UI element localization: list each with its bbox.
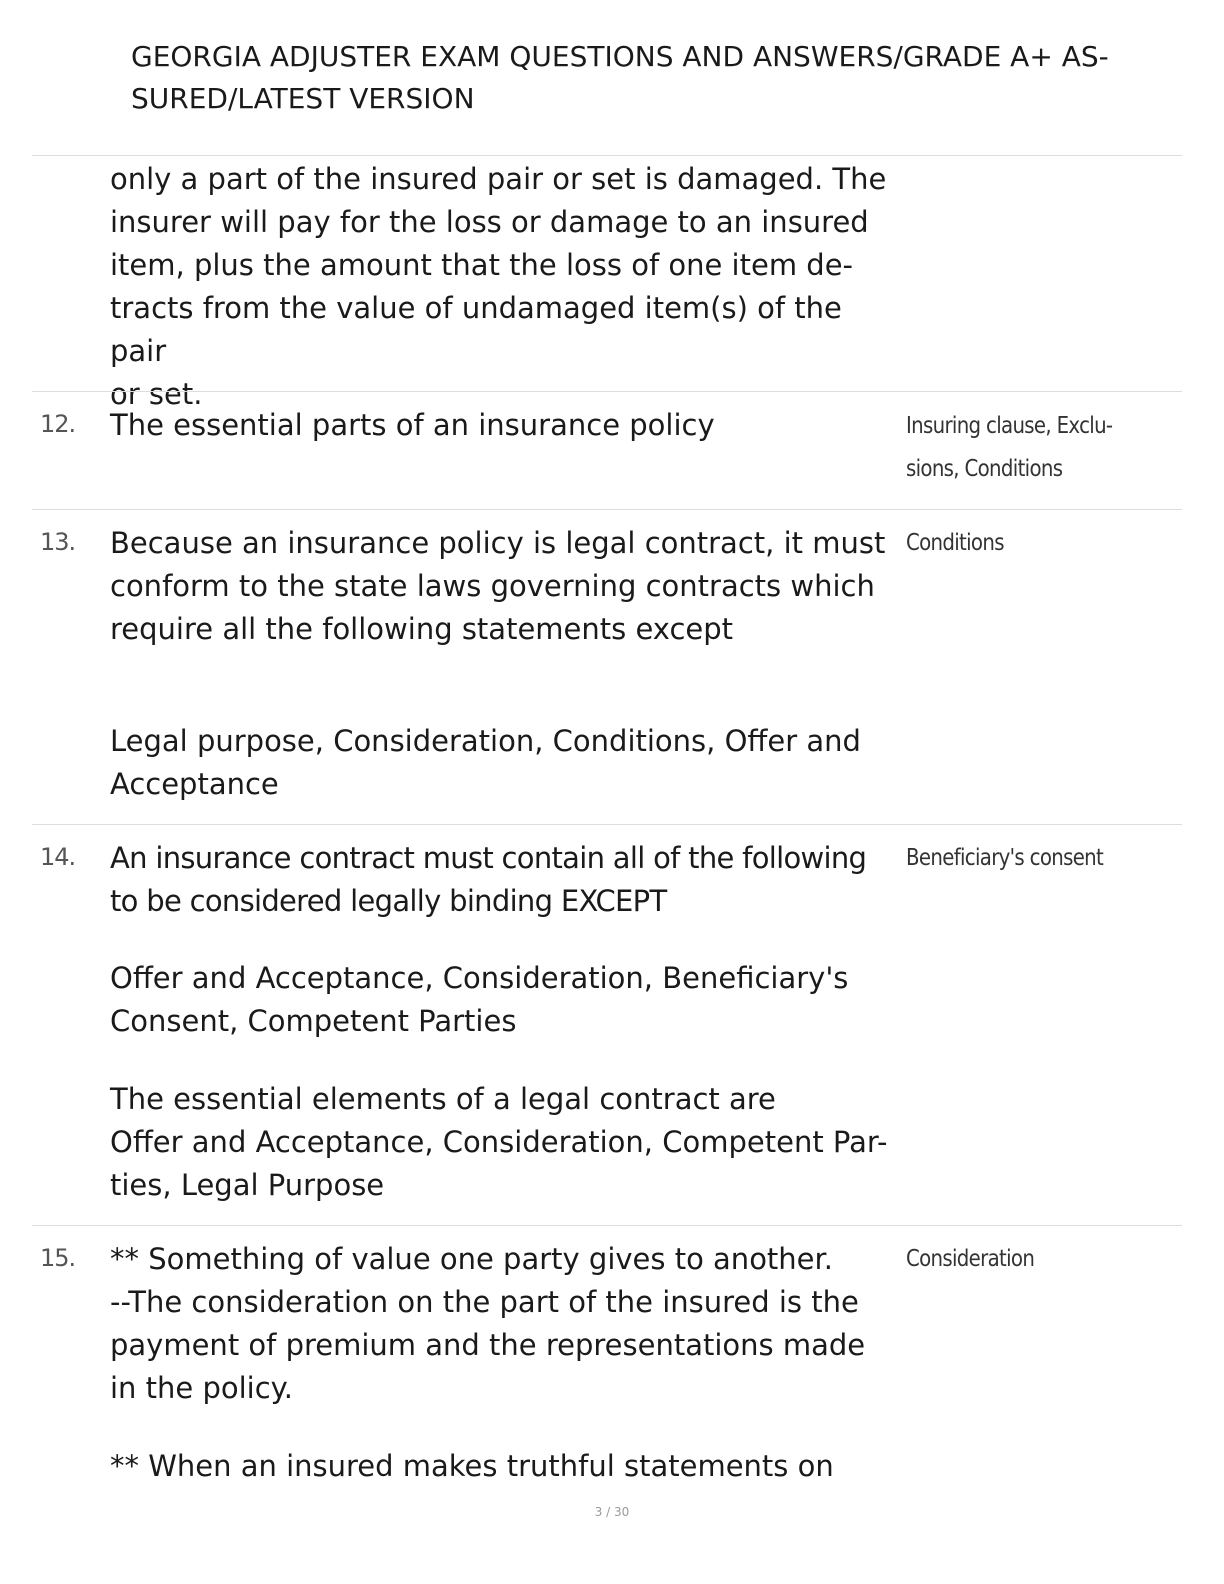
- text-line: require all the following statements except: [110, 612, 734, 646]
- continuation-text: [110, 158, 900, 416]
- text-line: ties, Legal Purpose: [110, 1168, 385, 1202]
- page-number: 3 / 30: [594, 1505, 630, 1519]
- question-number: 15.: [40, 1244, 76, 1272]
- text-line: --The consideration on the part of the insured is the: [110, 1285, 859, 1319]
- text-line: Insuring clause, Exclu-: [906, 413, 1113, 439]
- text-line: Conditions: [906, 530, 1004, 556]
- question-text: [110, 404, 900, 447]
- text-line: The essential elements of a legal contract are: [110, 1082, 776, 1116]
- question-options: [110, 720, 900, 806]
- question-explanation: [110, 1078, 900, 1207]
- text-line: Consideration: [906, 1246, 1035, 1272]
- text-line: Consent, Competent Parties: [110, 1004, 517, 1038]
- divider: [32, 1225, 1182, 1226]
- question-options: [110, 957, 900, 1043]
- text-line: conform to the state laws governing contracts which: [110, 569, 875, 603]
- text-line: ** Something of value one party gives to another.: [110, 1242, 834, 1276]
- answer-text: [906, 1238, 1112, 1281]
- text-line: Beneficiary's consent: [906, 845, 1104, 871]
- divider: [32, 824, 1182, 825]
- text-line: in the policy.: [110, 1371, 293, 1405]
- text-line: only a part of the insured pair or set is damaged. The: [110, 162, 887, 196]
- text-line: insurer will pay for the loss or damage to an insured: [110, 205, 869, 239]
- text-line: Offer and Acceptance, Consideration, Beneficiary's: [110, 961, 849, 995]
- question-text: [110, 1238, 900, 1410]
- text-line: Acceptance: [110, 767, 279, 801]
- text-line: The essential parts of an insurance policy: [110, 408, 715, 442]
- divider: [32, 155, 1182, 156]
- document-title-line-1: GEORGIA ADJUSTER EXAM QUESTIONS AND ANSWERS/GRADE A+ AS-: [131, 40, 1109, 73]
- text-line: Because an insurance policy is legal contract, it must: [110, 526, 886, 560]
- answer-text: [906, 405, 1112, 491]
- document-title-line-2: SURED/LATEST VERSION: [131, 82, 475, 115]
- document-title: [131, 36, 1171, 120]
- divider: [32, 391, 1182, 392]
- question-number: 12.: [40, 410, 76, 438]
- question-text: [110, 837, 900, 923]
- text-line: item, plus the amount that the loss of one item de-: [110, 248, 854, 282]
- answer-text: [906, 837, 1112, 880]
- text-line: An insurance contract must contain all of the following: [110, 841, 867, 875]
- text-line: to be considered legally binding EXCEPT: [110, 884, 667, 918]
- answer-text: [906, 522, 1112, 565]
- divider: [32, 509, 1182, 510]
- text-line: Offer and Acceptance, Consideration, Competent Par-: [110, 1125, 888, 1159]
- question-number: 14.: [40, 843, 76, 871]
- text-line: ** When an insured makes truthful statements on: [110, 1449, 834, 1483]
- question-text: [110, 522, 900, 651]
- text-line: payment of premium and the representations made: [110, 1328, 866, 1362]
- question-number: 13.: [40, 528, 76, 556]
- text-line: or set.: [110, 377, 203, 411]
- question-continuation: [110, 1445, 900, 1488]
- text-line: Legal purpose, Consideration, Conditions, Offer and: [110, 724, 861, 758]
- text-line: sions, Conditions: [906, 456, 1063, 482]
- text-line: tracts from the value of undamaged item(s) of the pair: [110, 291, 842, 368]
